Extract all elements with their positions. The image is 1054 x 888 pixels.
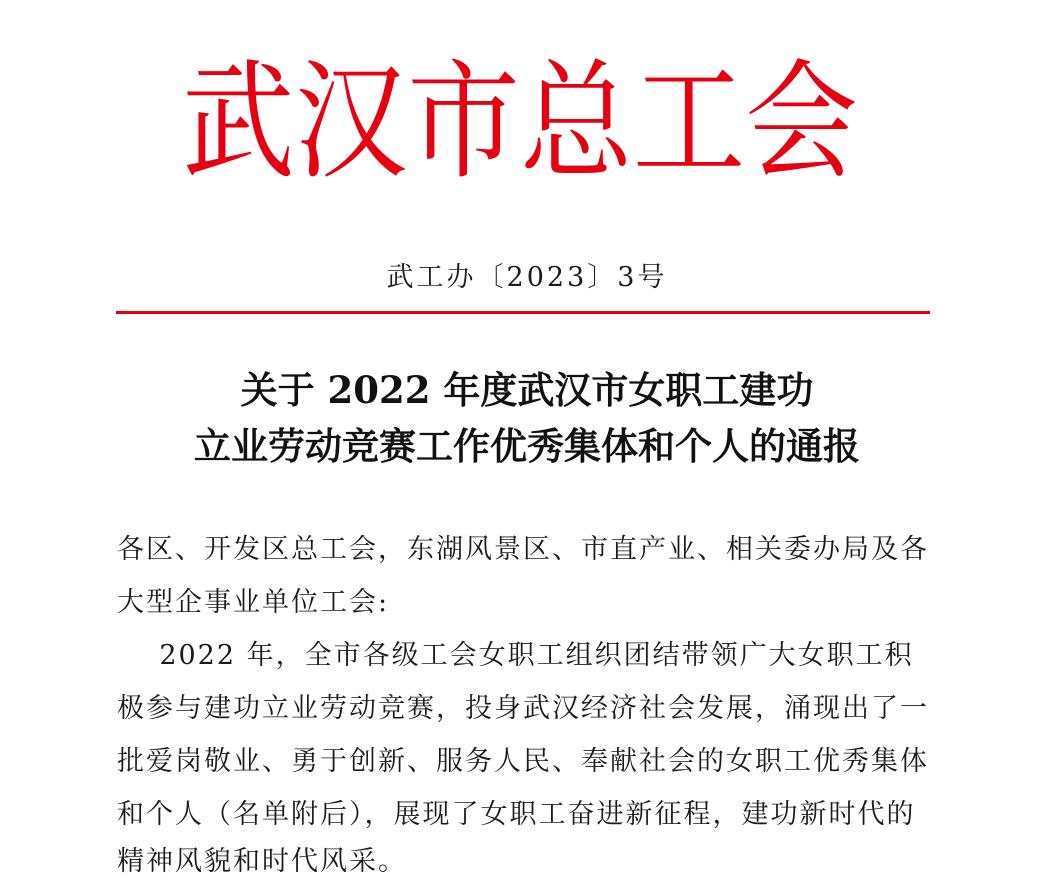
document-number: 武工办〔2023〕3号 xyxy=(386,262,668,293)
org-char-3: 市 xyxy=(407,48,520,197)
org-char-5: 工 xyxy=(632,48,746,197)
org-char-4: 总 xyxy=(519,48,633,197)
body-line-2: 大型企事业单位工会: xyxy=(117,587,390,618)
body-line-4: 极参与建功立业劳动竞赛，投身武汉经济社会发展，涌现出了一 xyxy=(117,693,929,724)
organization-header xyxy=(182,48,858,198)
title-line-1: 关于 2022 年度武汉市女职工建功 xyxy=(240,368,814,412)
body-line-5: 批爱岗敬业、勇于创新、服务人民、奉献社会的女职工优秀集体 xyxy=(117,746,929,777)
body-line-1: 各区、开发区总工会，东湖风景区、市直产业、相关委办局及各 xyxy=(117,534,929,565)
org-char-1: 武 xyxy=(182,48,295,197)
body-line-7: 精神风貌和时代风采。 xyxy=(117,846,407,877)
org-char-6: 会 xyxy=(745,48,858,197)
org-char-2: 汉 xyxy=(294,48,408,197)
title-line-2: 立业劳动竞赛工作优秀集体和个人的通报 xyxy=(194,424,860,468)
red-divider-line xyxy=(116,311,930,314)
document-title xyxy=(0,362,1054,474)
body-line-3: 2022 年，全市各级工会女职工组织团结带领广大女职工积 xyxy=(117,640,914,671)
body-line-6: 和个人（名单附后），展现了女职工奋进新征程，建功新时代的 xyxy=(117,799,916,830)
